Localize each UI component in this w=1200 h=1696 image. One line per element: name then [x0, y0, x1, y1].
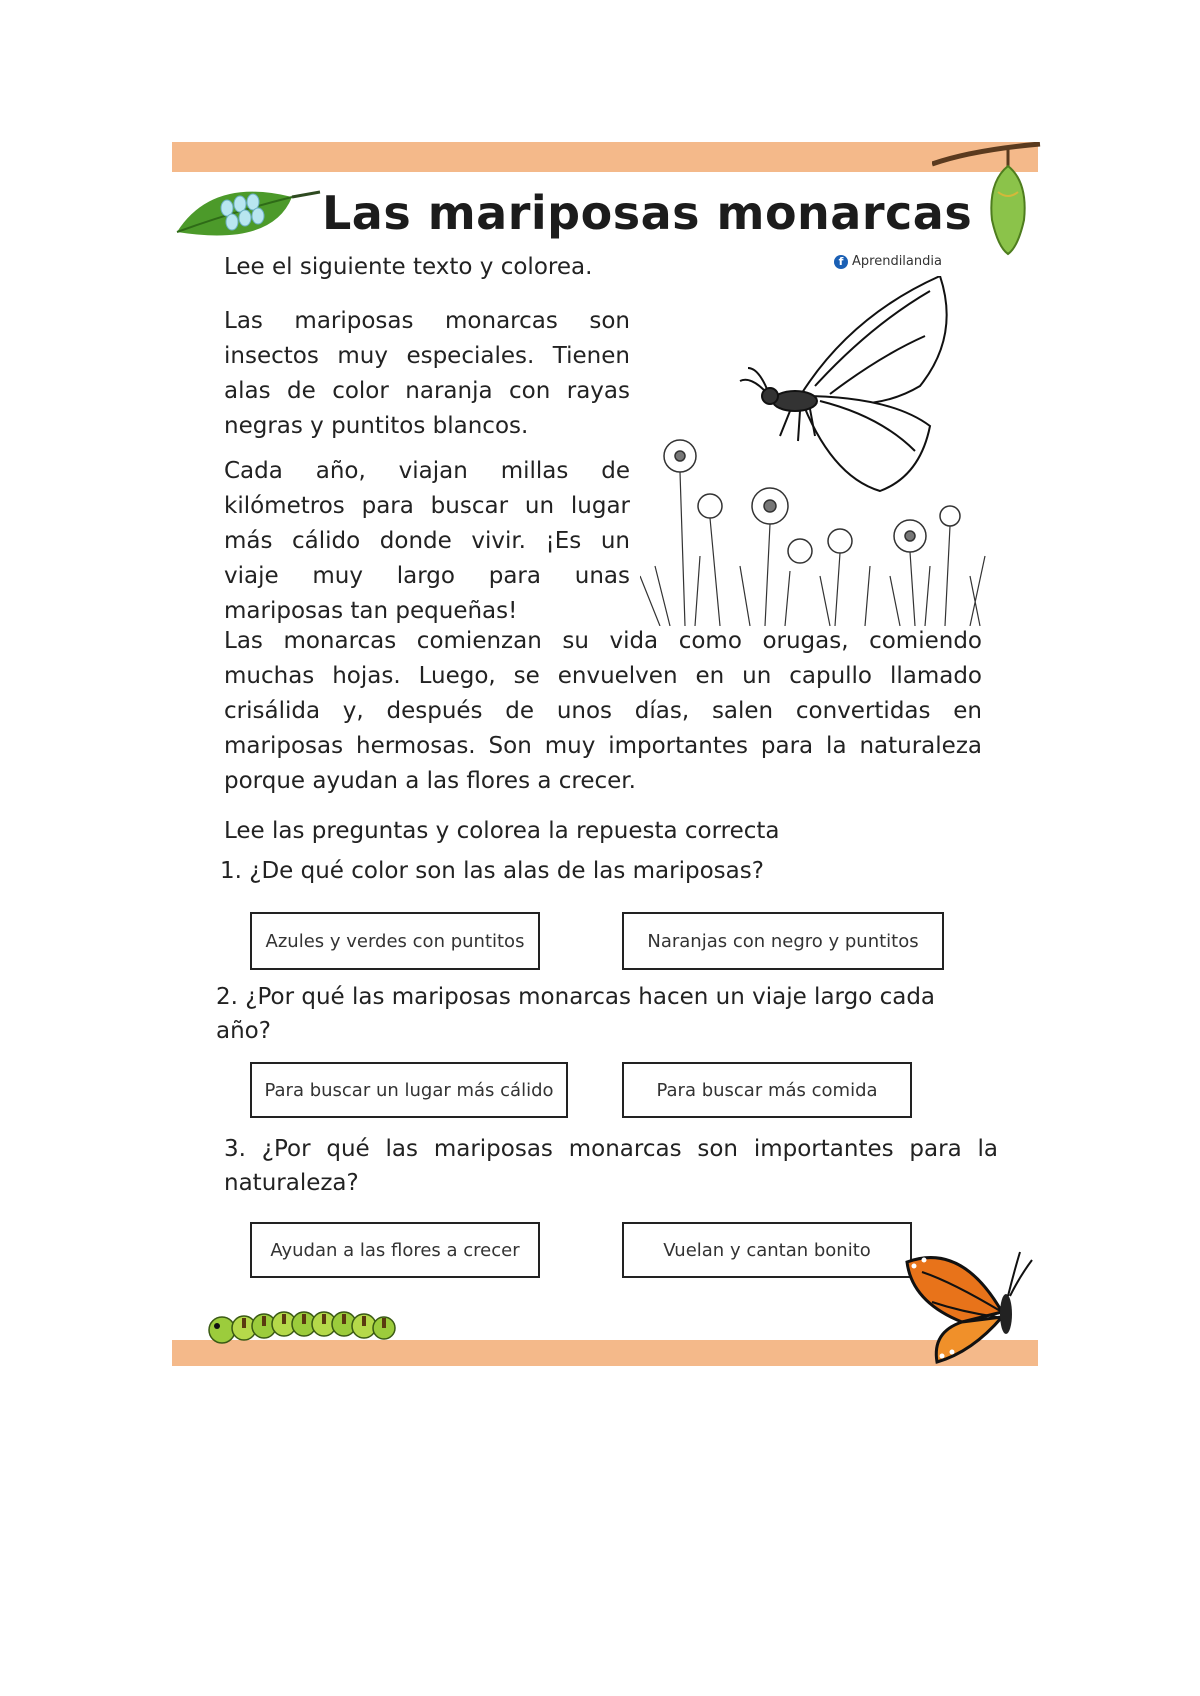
answer-2b-box[interactable]: Para buscar más comida — [622, 1062, 912, 1118]
answer-1b-box[interactable]: Naranjas con negro y puntitos — [622, 912, 944, 970]
facebook-icon: f — [834, 255, 848, 269]
paragraph-2: Cada año, viajan millas de kilómetros para buscar un lugar más cálido donde vivir. ¡Es un viaje muy largo para unas mariposas tan pequeñas! — [224, 458, 630, 624]
butterfly-flowers-illustration — [640, 276, 990, 626]
question-2: 2. ¿Por qué las mariposas monarcas hacen un viaje largo cada año? — [216, 984, 936, 1044]
paragraph-1: Las mariposas monarcas son insectos muy especiales. Tienen alas de color naranja con rayas negras y puntitos blancos. — [224, 308, 630, 439]
question-1: 1. ¿De qué color son las alas de las mariposas? — [220, 858, 764, 884]
questions-heading: Lee las preguntas y colorea la repuesta correcta — [224, 818, 780, 844]
answer-1a-box[interactable]: Azules y verdes con puntitos — [250, 912, 540, 970]
question-3: 3. ¿Por qué las mariposas monarcas son importantes para la naturaleza? — [224, 1136, 998, 1196]
instruction: Lee el siguiente texto y colorea. — [224, 254, 593, 280]
answer-3a-box[interactable]: Ayudan a las flores a crecer — [250, 1222, 540, 1278]
page-title: Las mariposas monarcas — [322, 186, 973, 240]
leaf-eggs-icon — [172, 172, 322, 252]
brand-label — [834, 254, 942, 269]
chrysalis-icon — [932, 142, 1042, 257]
caterpillar-icon — [192, 1300, 412, 1350]
answer-2a-box[interactable]: Para buscar un lugar más cálido — [250, 1062, 568, 1118]
worksheet — [172, 142, 1038, 1366]
top-band — [172, 142, 1038, 172]
monarch-butterfly-icon — [902, 1242, 1042, 1366]
paragraph-3: Las monarcas comienzan su vida como orugas, comiendo muchas hojas. Luego, se envuelven en un capullo llamado crisálida y, después de unos días, salen convertidas en mariposas hermosas. Son muy importantes para la naturaleza porque ayudan a las flores a crecer. — [224, 628, 982, 794]
answer-3b-box[interactable]: Vuelan y cantan bonito — [622, 1222, 912, 1278]
brand-name: Aprendilandia — [852, 254, 942, 269]
